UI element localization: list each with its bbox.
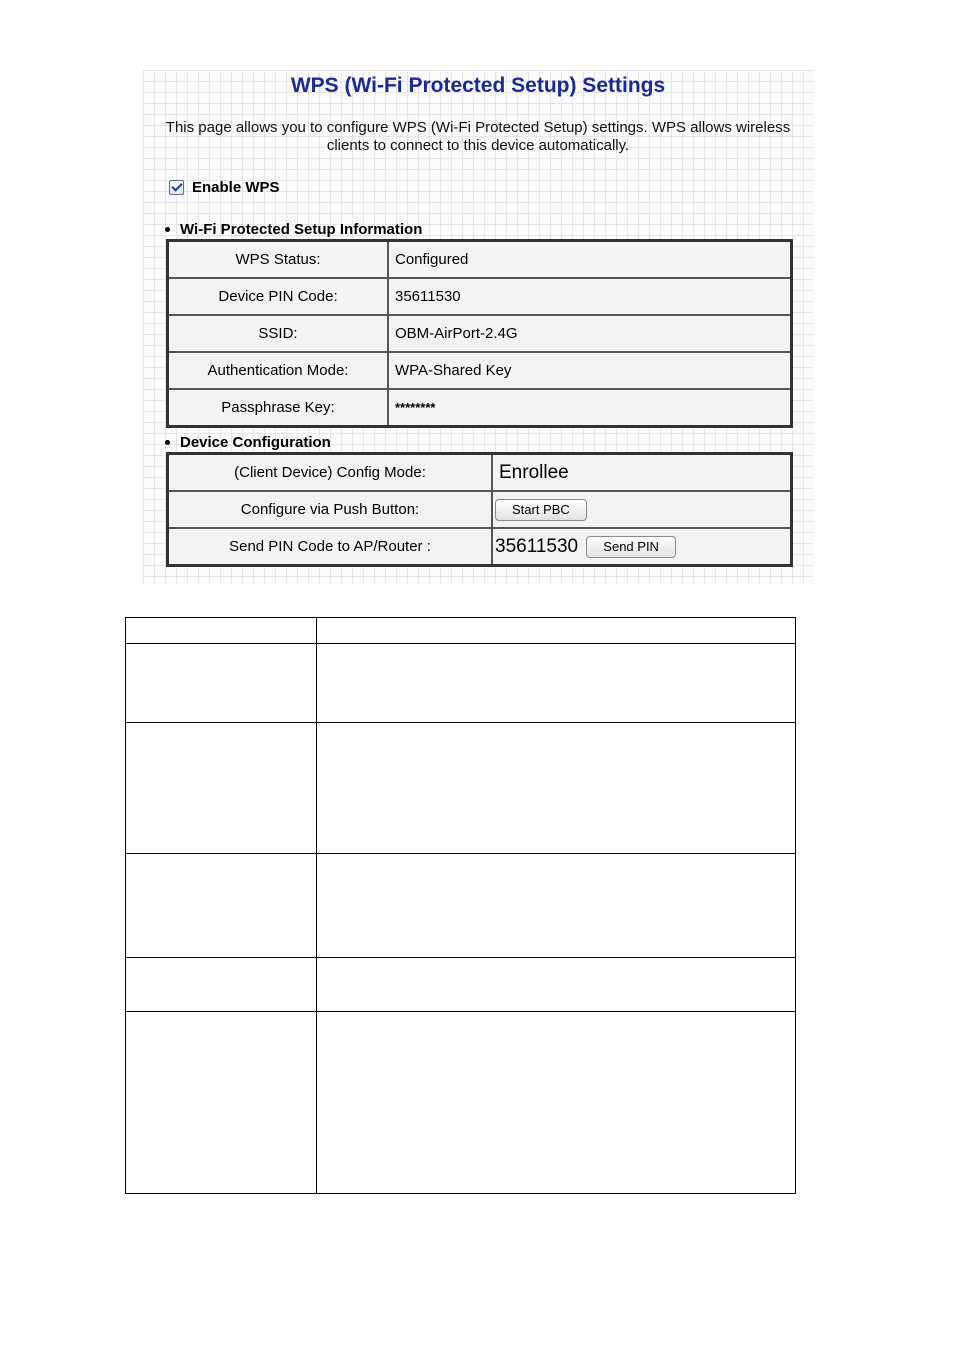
device-config-heading-text: Device Configuration — [180, 434, 331, 451]
passphrase-label: Passphrase Key: — [168, 389, 389, 427]
config-mode-value: Enrollee — [492, 454, 792, 492]
passphrase-value: ******** — [388, 389, 792, 427]
table-row — [168, 315, 792, 352]
table-cell — [126, 644, 317, 723]
table-row — [168, 454, 792, 492]
pin-code-value: 35611530 — [495, 535, 579, 557]
table-row — [126, 1012, 796, 1194]
enable-wps-checkbox[interactable] — [169, 180, 184, 195]
table-cell — [126, 854, 317, 958]
send-pin-label: Send PIN Code to AP/Router : — [168, 528, 493, 566]
device-config-heading — [165, 434, 331, 451]
table-cell — [126, 1012, 317, 1194]
table-cell — [317, 958, 796, 1012]
table-row — [126, 618, 796, 644]
table-row — [168, 491, 792, 528]
table-row — [168, 278, 792, 315]
table-cell — [317, 618, 796, 644]
page-title: WPS (Wi-Fi Protected Setup) Settings — [290, 74, 666, 97]
wps-status-label: WPS Status: — [168, 241, 389, 279]
table-row — [168, 241, 792, 279]
table-cell — [126, 723, 317, 854]
device-config-table — [166, 452, 793, 567]
table-cell — [317, 644, 796, 723]
auth-mode-label: Authentication Mode: — [168, 352, 389, 389]
table-cell — [317, 1012, 796, 1194]
device-pin-label: Device PIN Code: — [168, 278, 389, 315]
table-cell — [317, 723, 796, 854]
enable-wps-option[interactable] — [169, 179, 280, 196]
ssid-value: OBM-AirPort-2.4G — [388, 315, 792, 352]
table-row — [168, 389, 792, 427]
start-pbc-button[interactable]: Start PBC — [495, 499, 587, 521]
info-heading-text: Wi-Fi Protected Setup Information — [180, 221, 423, 238]
config-mode-label: (Client Device) Config Mode: — [168, 454, 493, 492]
push-button-label: Configure via Push Button: — [168, 491, 493, 528]
description-table — [125, 617, 796, 1194]
table-cell — [126, 618, 317, 644]
enable-wps-label: Enable WPS — [192, 179, 280, 196]
page-description: This page allows you to configure WPS (Wi-Fi Protected Setup) settings. WPS allows wireless clients to connect to this device automatically. — [165, 119, 791, 154]
info-section-heading — [165, 221, 422, 238]
table-row — [168, 528, 792, 566]
table-cell — [126, 958, 317, 1012]
table-row — [168, 352, 792, 389]
wps-status-value: Configured — [388, 241, 792, 279]
table-row — [126, 958, 796, 1012]
wps-settings-screenshot — [143, 70, 813, 584]
send-pin-button[interactable]: Send PIN — [586, 536, 676, 558]
table-row — [126, 644, 796, 723]
ssid-label: SSID: — [168, 315, 389, 352]
device-pin-value: 35611530 — [388, 278, 792, 315]
bullet-icon — [165, 227, 170, 232]
table-row — [126, 854, 796, 958]
table-cell — [317, 854, 796, 958]
wps-info-table — [166, 239, 793, 428]
table-row — [126, 723, 796, 854]
bullet-icon — [165, 440, 170, 445]
auth-mode-value: WPA-Shared Key — [388, 352, 792, 389]
